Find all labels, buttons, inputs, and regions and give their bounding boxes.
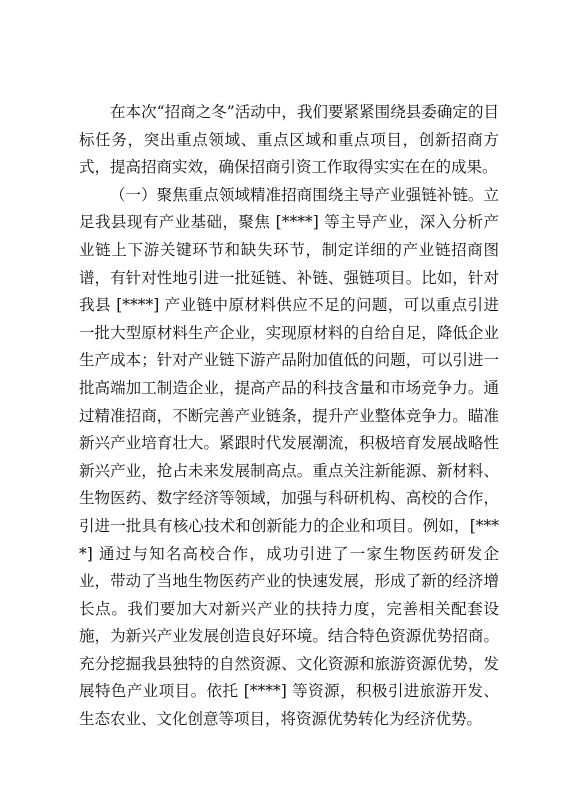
intro-paragraph: 在本次“招商之冬”活动中，我们要紧紧围绕县委确定的目标任务，突出重点领域、重点区域和重点项目，创新招商方式，提高招商实效，确保招商引资工作取得实实在在的成果。 bbox=[79, 103, 499, 177]
section-one-paragraph: （一）聚焦重点领域精准招商围绕主导产业强链补链。立足我县现有产业基础，聚焦 [****] 等主导产业，深入分析产业链上下游关键环节和缺失环节，制定详细的产业链招商图谱，有针对性地引进一批延链、补链、强链项目。比如，针对我县 [****] 产业链中原材料供应不足的问题，可以重点引进一批大型原材料生产企业，实现原材料的自给自足，降低企业生产成本；针对产业链下游产品附加值低的问题，可以引进一批高端加工制造企业，提高产品的科技含量和市场竞争力。通过精准招商，不断完善产业链条，提升产业整体竞争力。瞄准新兴产业培育壮大。紧跟时代发展潮流，积极培育发展战略性新兴产业，抢占未来发展制高点。重点关注新能源、新材料、生物医药、数字经济等领域，加强与科研机构、高校的合作，引进一批具有核心技术和创新能力的企业和项目。例如，[****] 通过与知名高校合作，成功引进了一家生物医药研发企业，带动了当地生物医药产业的快速发展，形成了新的经济增长点。我们要加大对新兴产业的扶持力度，完善相关配套设施，为新兴产业发展创造良好环境。结合特色资源优势招商。充分挖掘我县独特的自然资源、文化资源和旅游资源优势，发展特色产业项目。依托 [****] 等资源，积极引进旅游开发、生态农业、文化创意等项目，将资源优势转化为经济优势。 bbox=[79, 185, 499, 729]
document-body bbox=[79, 99, 499, 734]
